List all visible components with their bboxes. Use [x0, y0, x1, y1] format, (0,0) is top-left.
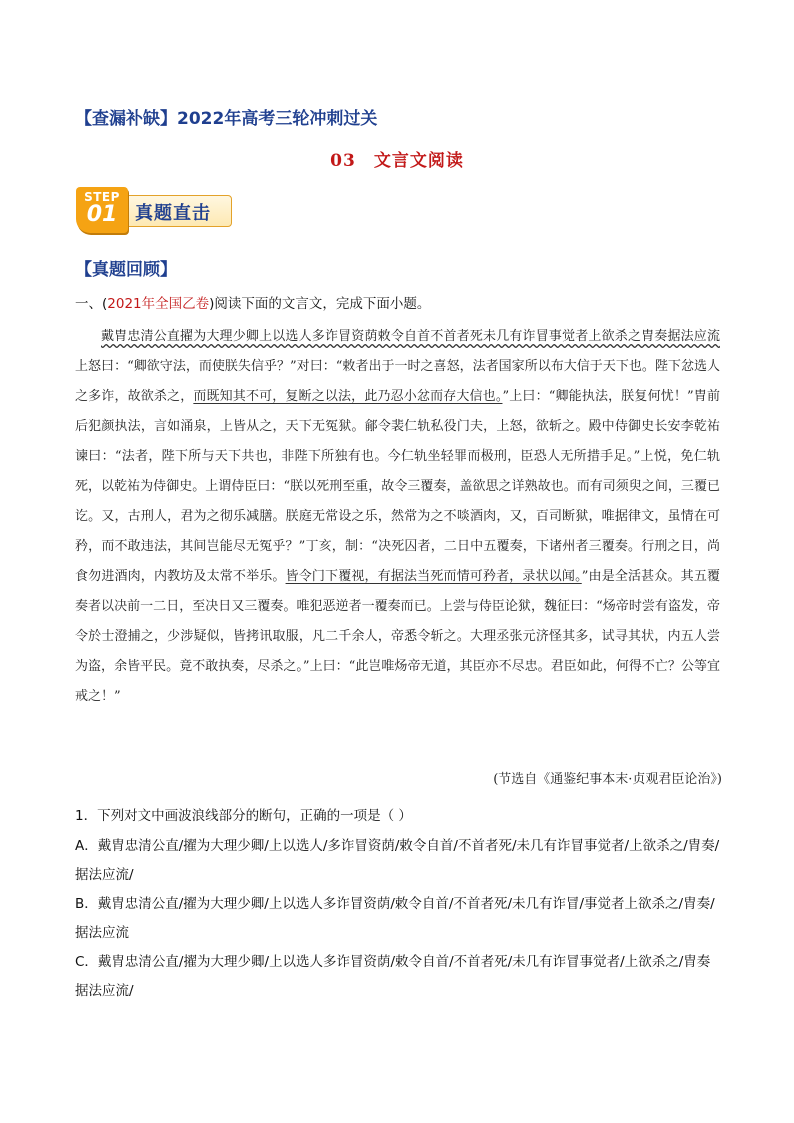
- wavy-underlined-text: 戴胄忠清公直擢为大理少卿上以选人多诈冒资荫敕令自首不首者死未几有诈冒事觉者上欲杀之胄奏据法应流: [101, 329, 720, 344]
- question-1: 1．下列对文中画波浪线部分的断句，正确的一项是（ ）: [75, 808, 412, 824]
- step-label: 真题直击: [135, 203, 211, 224]
- intro-suffix: )阅读下面的文言文，完成下面小题。: [209, 296, 431, 312]
- step-tag: [76, 187, 128, 233]
- option-a: A．戴胄忠清公直/擢为大理少卿/上以选人/多诈冒资荫/敕令自首/不首者死/未几有诈冒事觉者/上欲杀之/胄奏/据法应流/: [75, 838, 720, 883]
- section-number: 03: [330, 151, 356, 171]
- source-note: (节选自《通鉴纪事本末·贞观君臣论治》): [493, 772, 722, 787]
- section-title: [0, 146, 794, 171]
- classical-passage: [75, 322, 720, 712]
- underlined-sentence-2: 皆令门下覆视，有据法当死而情可矜者，录状以闻。: [285, 569, 582, 584]
- intro-prefix: 一、(: [75, 296, 108, 312]
- sub-heading: 【真题回顾】: [75, 260, 177, 280]
- answer-options: [75, 832, 723, 1006]
- passage-text-3: ”由是全活甚众。其五覆奏者以决前一二日，至决日又三覆奏。唯犯恶逆者一覆奏而已。上尝与侍臣论狱，魏征曰：“炀帝时尝有盗发，帝令於士澄捕之，少涉疑似，皆拷讯取服，凡二千余人，帝悉令斩之。大理丞张元济怪其多，试寻其状，内五人尝为盗，余皆平民。竟不敢执奏，尽杀之。”上曰：“此岂唯炀帝无道，其臣亦不尽忠。君臣如此，何得不亡？公等宜戒之！”: [75, 569, 720, 704]
- step-label-bar: [124, 195, 232, 227]
- passage-text-2: ”上曰：“卿能执法，朕复何忧！”胄前后犯颜执法，言如涌泉，上皆从之，天下无冤狱。鄃令裴仁轨私役门夫，上怒，欲斩之。殿中侍御史长安李乾祐谏曰：“法者，陛下所与天下共也，非陛下所独有也。今仁轨坐轻罪而极刑，臣恐人无所措手足。”上悦，免仁轨死，以乾祐为侍御史。上谓侍臣曰：“朕以死刑至重，故令三覆奏，盖欲思之详熟故也。而有司须臾之间，三覆已讫。又，古刑人，君为之彻乐减膳。朕庭无常设之乐，然常为之不啖酒肉，又，百司断狱，唯据律文，虽情在可矜，而不敢违法，其间岂能尽无冤乎？”丁亥，制：“决死囚者，二日中五覆奏，下诸州者三覆奏。行刑之日，尚食勿进酒肉，内教坊及太常不举乐。: [75, 389, 720, 584]
- step-badge: [72, 183, 236, 235]
- option-b: B．戴胄忠清公直/擢为大理少卿/上以选人多诈冒资荫/敕令自首/不首者死/未几有诈冒/事觉者上欲杀之/胄奏/据法应流: [75, 896, 715, 941]
- underlined-sentence-1: 而既知其不可，复断之以法，此乃忍小忿而存大信也。: [193, 389, 503, 404]
- question-intro: [75, 292, 725, 312]
- section-name: 文言文阅读: [373, 151, 464, 171]
- step-text: STEP: [84, 190, 120, 204]
- document-header: 【查漏补缺】2022年高考三轮冲刺过关: [75, 109, 378, 129]
- option-c: C．戴胄忠清公直/擢为大理少卿/上以选人多诈冒资荫/敕令自首/不首者死/未几有诈冒事觉者/上欲杀之/胄奏据法应流/: [75, 954, 711, 999]
- step-number: 01: [86, 202, 118, 227]
- exam-source: 2021年全国乙卷: [107, 296, 210, 312]
- passage-text-1: 上怒曰：“卿欲守法，而使朕失信乎？”对曰：“敕者出于一时之喜怒，法者国家所以布大信于天下也。陛下忿选人之多诈，故欲杀之，: [75, 359, 720, 404]
